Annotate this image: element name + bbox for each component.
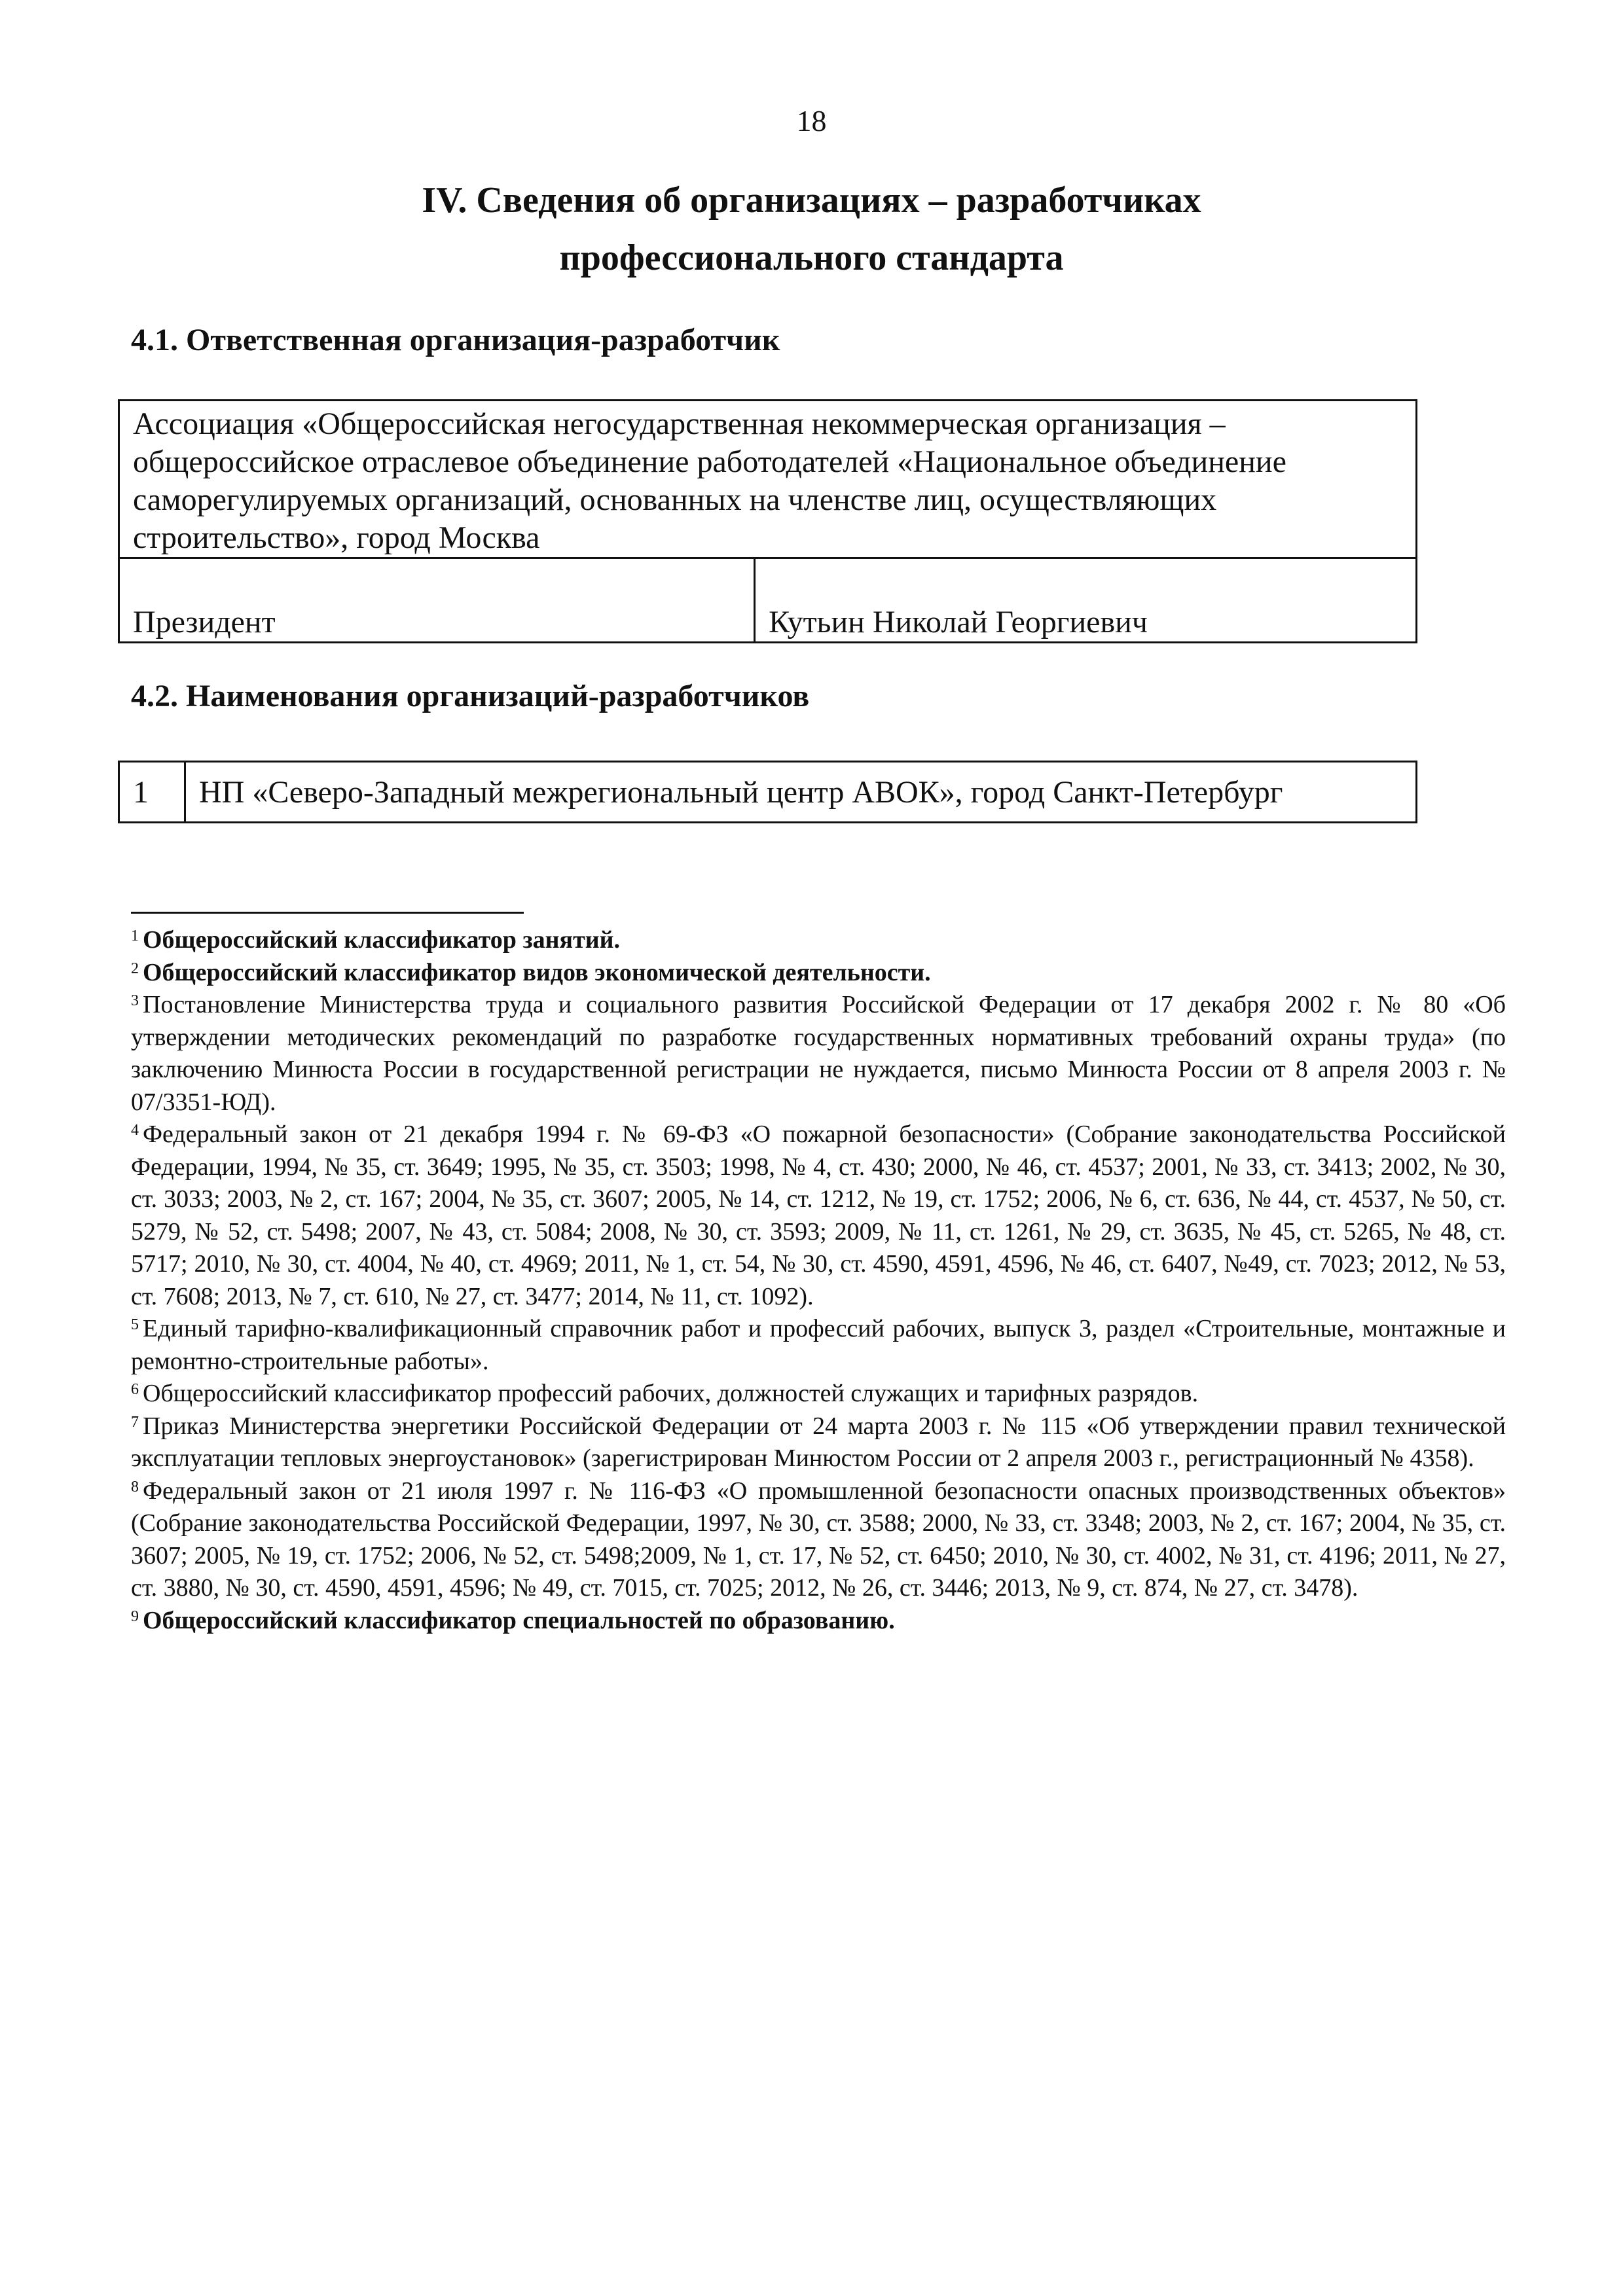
- footnote-text: Федеральный закон от 21 июля 1997 г. № 116-ФЗ «О промышленной безопасности опасных производственных объектов» (Собрание законодательства Российской Федерации, 1997, № 30, ст. 3588; 2000, № 33, ст. 3348; 2003, № 2, ст. 167; 2004, № 35, ст. 3607; 2005, № 19, ст. 1752; 2006, № 52, ст. 5498;2009, № 1, ст. 17, № 52, ст. 6450; 2010, № 30, ст. 4002, № 31, ст. 4196; 2011, № 27, ст. 3880, № 30, ст. 4590, 4591, 4596; № 49, ст. 7015, ст. 7025; 2012, № 26, ст. 3446; 2013, № 9, ст. 874, № 27, ст. 3478).: [131, 1477, 1506, 1602]
- footnote-text: Федеральный закон от 21 декабря 1994 г. № 69-ФЗ «О пожарной безопасности» (Собрание законодательства Российской Федерации, 1994, № 35, ст. 3649; 1995, № 35, ст. 3503; 1998, № 4, ст. 430; 2000, № 46, ст. 4537; 2001, № 33, ст. 3413; 2002, № 30, ст. 3033; 2003, № 2, ст. 167; 2004, № 35, ст. 3607; 2005, № 14, ст. 1212, № 19, ст. 1752; 2006, № 6, ст. 636, № 44, ст. 4537, № 50, ст. 5279, № 52, ст. 5498; 2007, № 43, ст. 5084; 2008, № 30, ст. 3593; 2009, № 11, ст. 1261, № 29, ст. 3635, № 45, ст. 5265, № 48, ст. 5717; 2010, № 30, ст. 4004, № 40, ст. 4969; 2011, № 1, ст. 54, № 30, ст. 4590, 4591, 4596, № 46, ст. 6407, №49, ст. 7023; 2012, № 53, ст. 7608; 2013, № 7, ст. 610, № 27, ст. 3477; 2014, № 11, ст. 1092).: [131, 1121, 1506, 1310]
- footnote-4: [131, 1119, 1506, 1313]
- footnote-mark: 8: [131, 1478, 139, 1496]
- footnote-text: Общероссийский классификатор видов экономической деятельности.: [143, 958, 931, 986]
- org-name-row: [119, 401, 1417, 558]
- developer-number-cell: 1: [119, 762, 185, 823]
- footnote-text: Общероссийский классификатор специальностей по образованию.: [143, 1606, 895, 1634]
- org-name-cell: Ассоциация «Общероссийская негосударственная некоммерческая организация – общероссийское отраслевое объединение работодателей «Национальное объединение саморегулируемых организаций, основанных на членстве лиц, осуществляющих строительство», город Москва: [119, 401, 1417, 558]
- page-number: 18: [796, 104, 827, 137]
- footnote-mark: 2: [131, 960, 139, 977]
- footnote-mark: 3: [131, 992, 139, 1009]
- footnote-9: [131, 1605, 1506, 1638]
- footnote-mark: 4: [131, 1122, 139, 1139]
- section-title-line-2: профессионального стандарта: [559, 238, 1064, 278]
- footnote-6: [131, 1378, 1506, 1410]
- footnote-mark: 9: [131, 1607, 139, 1625]
- footnote-text: Единый тарифно-квалификационный справочник работ и профессий рабочих, выпуск 3, раздел «Строительные, монтажные и ремонтно-строительные работы».: [131, 1315, 1506, 1375]
- responsible-org-table: [118, 399, 1417, 643]
- footnote-3: [131, 989, 1506, 1119]
- footnotes: [131, 924, 1506, 1637]
- developers-heading: 4.2. Наименования организаций-разработчиков: [131, 679, 810, 713]
- section-title-line-1: IV. Сведения об организациях – разработчиках: [422, 180, 1201, 221]
- section-title: [0, 171, 1623, 287]
- footnote-text: Приказ Министерства энергетики Российской Федерации от 24 марта 2003 г. № 115 «Об утверждении правил технической эксплуатации тепловых энергоустановок» (зарегистрирован Минюстом России от 2 апреля 2003 г., регистрационный № 4358).: [131, 1412, 1506, 1472]
- footnote-2: [131, 957, 1506, 990]
- responsible-org-heading: 4.1. Ответственная организация-разработчик: [131, 323, 780, 357]
- footnote-mark: 5: [131, 1316, 139, 1333]
- footnote-text: Постановление Министерства труда и социального развития Российской Федерации от 17 декабря 2002 г. № 80 «Об утверждении методических рекомендаций по разработке государственных нормативных требований охраны труда» (по заключению Минюста России в государственной регистрации не нуждается, письмо Минюста России от 8 апреля 2003 г. № 07/3351-ЮД).: [131, 991, 1506, 1116]
- footnote-1: [131, 924, 1506, 957]
- footnote-separator: [131, 912, 524, 914]
- person-cell: Кутьин Николай Георгиевич: [755, 558, 1417, 643]
- footnote-mark: 1: [131, 927, 139, 944]
- developer-row: [119, 762, 1417, 823]
- footnote-7: [131, 1410, 1506, 1475]
- footnote-8: [131, 1475, 1506, 1605]
- footnote-text: Общероссийский классификатор профессий рабочих, должностей служащих и тарифных разрядов.: [143, 1380, 1199, 1407]
- org-head-row: [119, 558, 1417, 643]
- footnote-text: Общероссийский классификатор занятий.: [143, 926, 621, 954]
- footnote-mark: 7: [131, 1413, 139, 1431]
- position-cell: Президент: [119, 558, 755, 643]
- footnote-mark: 6: [131, 1381, 139, 1398]
- footnote-5: [131, 1313, 1506, 1378]
- developer-name-cell: НП «Северо-Западный межрегиональный центр АВОК», город Санкт-Петербург: [185, 762, 1417, 823]
- developers-table: [118, 761, 1417, 823]
